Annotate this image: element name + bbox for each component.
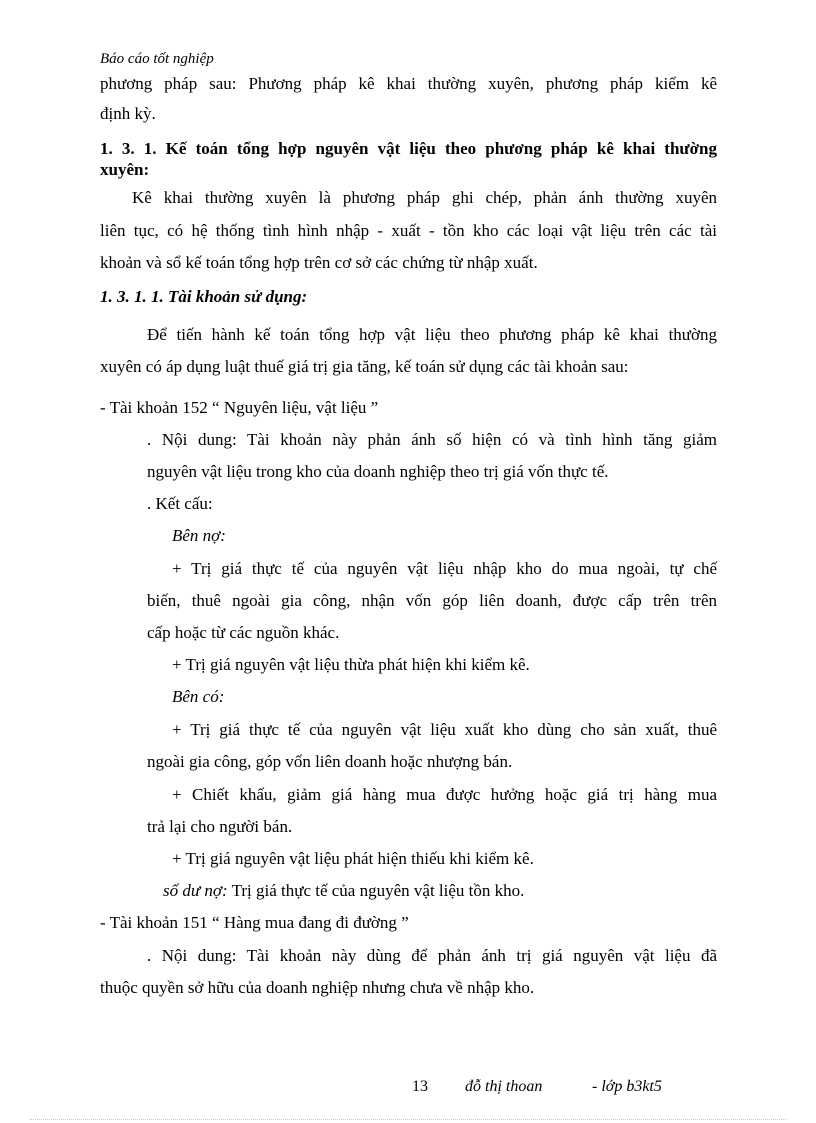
subsection-heading: 1. 3. 1. 1. Tài khoản sử dụng: — [100, 287, 308, 306]
paragraph-line: nguyên vật liệu trong kho của doanh nghiệp theo trị giá vốn thực tế. — [147, 462, 609, 481]
paragraph-line: + Trị giá nguyên vật liệu thừa phát hiện khi kiểm kê. — [172, 655, 530, 674]
paragraph-line: phương pháp sau: Phương pháp kê khai thường xuyên, phương pháp kiểm kê — [100, 74, 717, 93]
section-heading-cont: xuyên: — [100, 160, 150, 179]
section-heading: 1. 3. 1. Kế toán tổng hợp nguyên vật liệu theo phương pháp kê khai thường — [100, 139, 717, 158]
footer-author: đỗ thị thoan — [465, 1078, 543, 1095]
paragraph-line: định kỳ. — [100, 104, 156, 123]
paragraph-line: + Trị giá thực tế của nguyên vật liệu nhập kho do mua ngoài, tự chế — [172, 559, 717, 578]
paragraph-line: . Nội dung: Tài khoản này phản ánh số hiện có và tình hình tăng giảm — [147, 430, 717, 449]
credit-side-label: Bên có: — [172, 687, 225, 706]
paragraph-line: ngoài gia công, góp vốn liên doanh hoặc nhượng bán. — [147, 752, 513, 771]
account-152-title: - Tài khoản 152 “ Nguyên liệu, vật liệu ” — [100, 398, 379, 417]
paragraph-line: Kê khai thường xuyên là phương pháp ghi chép, phản ánh thường xuyên — [132, 188, 717, 207]
page-number: 13 — [412, 1078, 428, 1095]
footer-class: - lớp b3kt5 — [592, 1078, 662, 1095]
debit-side-label: Bên nợ: — [172, 526, 226, 545]
paragraph-line: thuộc quyền sở hữu của doanh nghiệp nhưng chưa về nhập kho. — [100, 978, 535, 997]
debit-balance-line — [163, 881, 780, 901]
paragraph-line: khoản và sổ kế toán tổng hợp trên cơ sở các chứng từ nhập xuất. — [100, 253, 538, 272]
paragraph-line: xuyên có áp dụng luật thuế giá trị gia tăng, kế toán sử dụng các tài khoản sau: — [100, 357, 629, 376]
paragraph-line: + Trị giá thực tế của nguyên vật liệu xuất kho dùng cho sản xuất, thuê — [172, 720, 717, 739]
paragraph-line: liên tục, có hệ thống tình hình nhập - xuất - tồn kho các loại vật liệu trên các tài — [100, 221, 717, 240]
paragraph-line: + Trị giá nguyên vật liệu phát hiện thiếu khi kiểm kê. — [172, 849, 534, 868]
debit-balance-text: Trị giá thực tế của nguyên vật liệu tồn kho. — [227, 881, 525, 900]
paragraph-line: cấp hoặc từ các nguồn khác. — [147, 623, 340, 642]
header-title: Báo cáo tốt nghiệp — [100, 51, 214, 67]
debit-balance-label: số dư nợ: — [163, 881, 228, 900]
page-bottom-divider — [30, 1119, 786, 1120]
paragraph-line: + Chiết khấu, giảm giá hàng mua được hưởng hoặc giá trị hàng mua — [172, 785, 717, 804]
paragraph-line: biến, thuê ngoài gia công, nhận vốn góp liên doanh, được cấp trên trên — [147, 591, 717, 610]
structure-label: . Kết cấu: — [147, 494, 213, 513]
paragraph-line: trả lại cho người bán. — [147, 817, 293, 836]
account-151-title: - Tài khoản 151 “ Hàng mua đang đi đường ” — [100, 913, 409, 932]
paragraph-line: . Nội dung: Tài khoản này dùng để phản ánh trị giá nguyên vật liệu đã — [147, 946, 717, 965]
paragraph-line: Để tiến hành kế toán tổng hợp vật liệu theo phương pháp kê khai thường — [147, 325, 717, 344]
